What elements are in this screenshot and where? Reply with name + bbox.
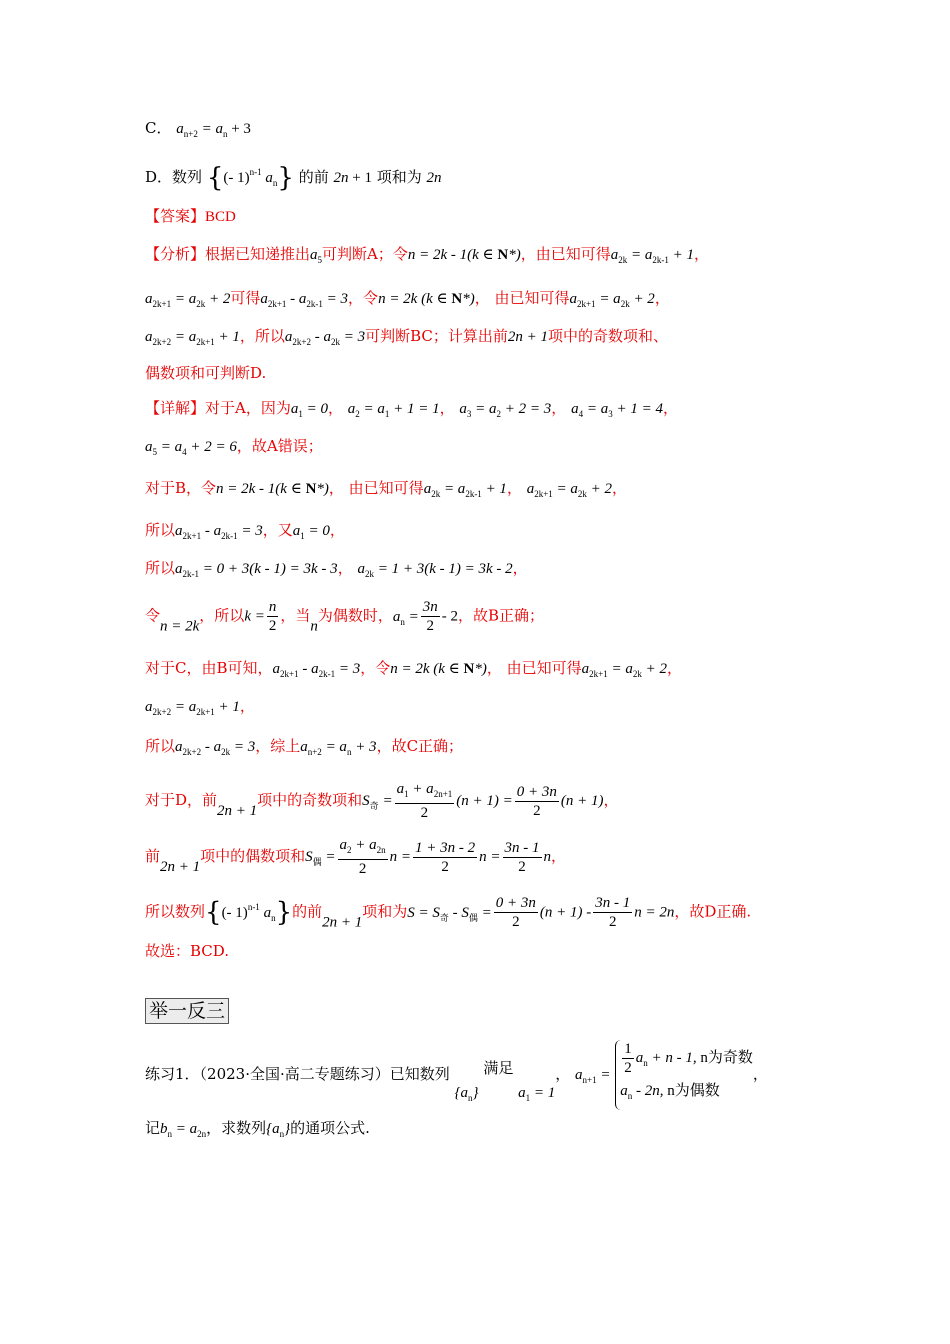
detail-line-b1: 对于B，令n = 2k - 1(k ∈ N*)， 由已知可得$a_{2k} = a_{2k-1} + 1$， $a_{2k+1} = a_{2k} + 2$， [145, 479, 628, 499]
detail-line-d3: 所以数列{(- 1)$^{n-1}$ $a_n$}的前2n + 1项和为$S = S_奇 - S_偶$ = $\frac{0 + 3n}{2}$ (n + 1) - $\frac{3n - 1}{2}$ n = 2n，故D正确. [145, 895, 752, 931]
analysis-line-1: 【分析】根据已知递推出$a_5$可判断A；令n = 2k - 1(k ∈ N*)，由已知可得$a_{2k} = a_{2k-1} + 1$， [145, 245, 710, 265]
detail-line-a2: $a_5 = a_4 + 2 = 6$，故A错误； [145, 437, 323, 457]
analysis-line-3: $a_{2k+2} = a_{2k+1} + 1$，所以$a_{2k+2} - a_{2k} = 3$可判断BC；计算出前2n + 1项中的奇数项和、 [145, 327, 669, 347]
detail-line-d2: 前2n + 1项中的偶数项和$S_偶$ = $\frac{a_2 + a_{2n}}{2}$ n = $\frac{1 + 3n - 2}{2}$ n = $\frac{3n - 1}{2}$ n， [145, 837, 567, 877]
analysis-line-4: 偶数项和可判断D. [145, 364, 267, 382]
detail-line-c2: $a_{2k+2} = a_{2k+1} + 1$， [145, 697, 255, 717]
detail-line-b4: 令n = 2k，所以k = $\frac{n}{2}$ ，当n为偶数时，$a_n$ = $\frac{3n}{2}$ - 2，故B正确； [145, 599, 545, 635]
option-d: D．数列 {(- 1)$^{n-1}$ $a_n$} 的前 2n + 1 项和为 2n [145, 163, 442, 193]
detail-line-c1: 对于C，由B可知，$a_{2k+1} - a_{2k-1} = 3$，令n = 2k (k ∈ N*)， 由已知可得$a_{2k+1} = a_{2k} + 2$， [145, 659, 682, 679]
detail-line-a1: 【详解】对于A，因为$a_1 = 0$， $a_2 = a_1 + 1 = 1$， $a_3 = a_2 + 2 = 3$， $a_4 = a_3 + 1 = 4$， [145, 399, 678, 419]
detail-line-b2: 所以$a_{2k+1} - a_{2k-1} = 3$，又$a_1 = 0$， [145, 521, 345, 541]
detail-line-final: 故选：BCD. [145, 942, 230, 960]
detail-line-c3: 所以$a_{2k+2} - a_{2k} = 3$，综上$a_{n+2} = a_n + 3$，故C正确； [145, 737, 464, 757]
section-badge: 举一反三 [145, 998, 229, 1024]
option-c: C． $a_{n+2} = a_n + 3$ [145, 119, 251, 139]
answer-line: 【答案】BCD [145, 207, 236, 225]
piecewise-definition: $\frac{1}{2}$ $a_n + n - 1$, n为奇数 $a_n - 2n$, n为偶数 [615, 1040, 753, 1110]
detail-line-b3: 所以$a_{2k-1} = 0 + 3(k - 1) = 3k - 3$， $a_{2k} = 1 + 3(k - 1) = 3k - 2$， [145, 559, 528, 579]
detail-line-d1: 对于D，前2n + 1项中的奇数项和$S_奇$ = $\frac{a_1 + a_{2n+1}}{2}$ (n + 1) = $\frac{0 + 3n}{2}$ (n + 1)， [145, 781, 619, 821]
exercise-line-2: 记$b_n = a_{2n}$，求数列$\{a_n\}$的通项公式. [145, 1119, 370, 1139]
option-c-formula: $a_{n+2} = a_n + 3$ [176, 121, 251, 139]
exercise-line-1: 练习1．（2023·全国·高二专题练习）已知数列 $\{a_n\}$ 满足 $a_1 = 1$， $a_{n+1}$ = $\frac{1}{2}$ $a_n + n - 1$, n为奇数 $a_n - 2n$, n为偶数 ， [145, 1040, 768, 1096]
analysis-line-2: $a_{2k+1} = a_{2k} + 2$可得$a_{2k+1} - a_{2k-1} = 3$，令n = 2k (k ∈ N*)， 由已知可得$a_{2k+1} = a_{2k} + 2$， [145, 289, 670, 309]
